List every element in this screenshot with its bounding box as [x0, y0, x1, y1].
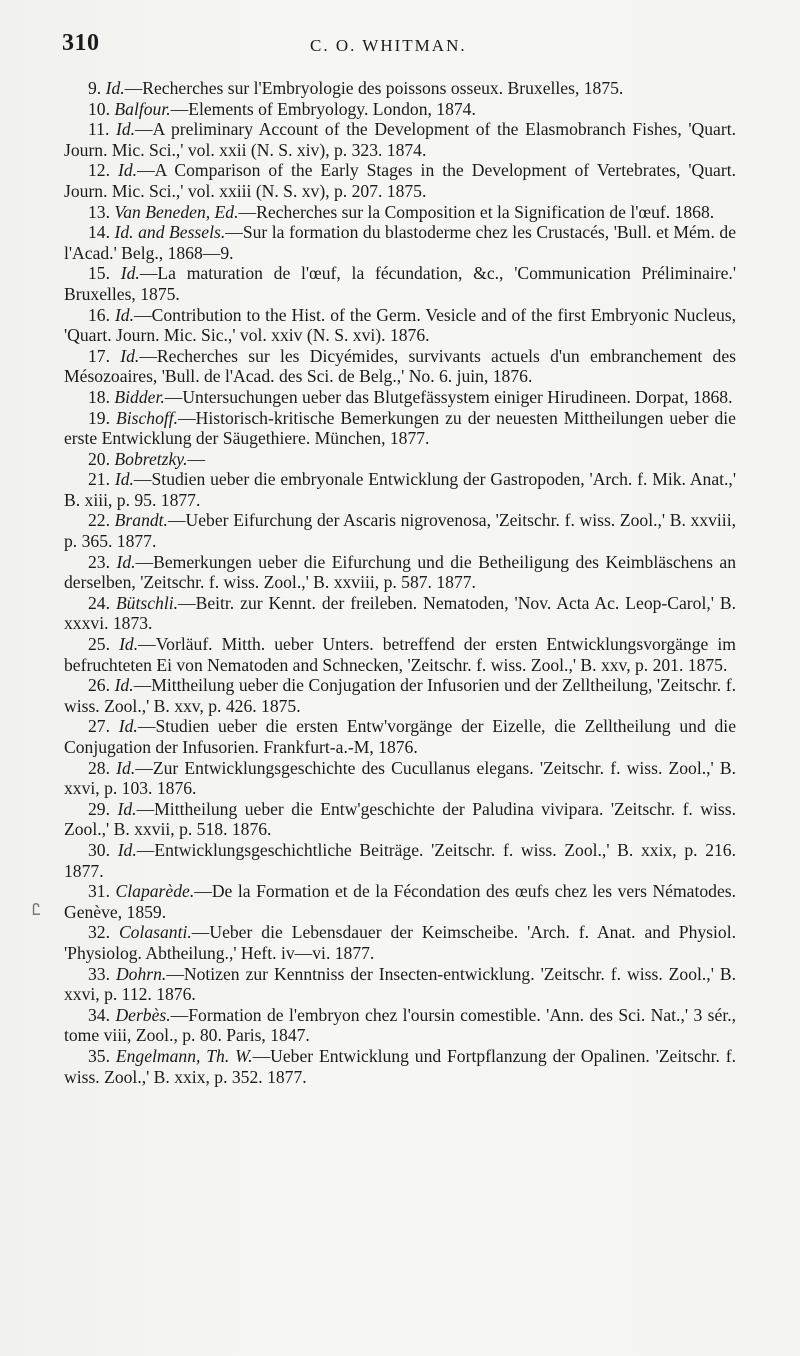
reference-entry [64, 1046, 736, 1087]
reference-number: 33. [88, 963, 110, 984]
reference-number: 9. [88, 78, 102, 98]
reference-number: 10. [88, 98, 110, 119]
reference-entry [64, 263, 736, 304]
reference-entry [64, 634, 736, 675]
reference-number: 26. [88, 675, 110, 696]
page-header [62, 30, 742, 62]
reference-author: Id. [105, 78, 125, 98]
reference-entry [64, 469, 736, 510]
reference-text: —Notizen zur Kenntniss der Insecten-entwicklung. 'Zeitschr. f. wiss. Zool.,' B. xxvi, p. 112. 1876. [64, 963, 736, 1005]
reference-author: Claparède. [115, 881, 195, 902]
reference-author: Id. [120, 345, 140, 366]
reference-author: Id. and Bessels. [114, 222, 226, 243]
reference-author: Id. [114, 469, 134, 490]
reference-number: 23. [88, 551, 110, 572]
reference-text: —Mittheilung ueber die Conjugation der Infusorien und der Zelltheilung, 'Zeitschr. f. wiss. Zool.,' B. xxv, p. 426. 1875. [64, 675, 736, 716]
reference-author: Dohrn. [115, 963, 167, 984]
reference-text: —Mittheilung ueber die Entw'geschichte der Paludina vivipara. 'Zeitschr. f. wiss. Zool.,' B. xxvii, p. 518. 1876. [64, 798, 736, 840]
reference-entry [64, 593, 736, 634]
running-head: C. O. WHITMAN. [310, 36, 467, 55]
page-number: 310 [62, 30, 100, 56]
reference-author: Id. [119, 634, 139, 655]
reference-entry [64, 305, 736, 346]
reference-number: 24. [88, 592, 110, 613]
reference-number: 20. [88, 448, 110, 469]
reference-number: 32. [88, 922, 110, 943]
reference-text: —Zur Entwicklungsgeschichte des Cucullanus elegans. 'Zeitschr. f. wiss. Zool.,' B. xxvi, p. 103. 1876. [64, 757, 736, 799]
reference-number: 31. [88, 881, 110, 902]
reference-text: —Sur la formation du blastoderme chez les Crustacés, 'Bull. et Mém. de l'Acad.' Belg., 1868—9. [64, 222, 736, 263]
reference-author: Id. [118, 160, 138, 181]
reference-number: 22. [88, 510, 110, 531]
reference-entry [64, 99, 736, 120]
reference-text: —Untersuchungen ueber das Blutgefässystem einiger Hirudineen. Dorpat, 1868. [164, 386, 733, 407]
reference-text: —Recherches sur l'Embryologie des poissons osseux. Bruxelles, 1875. [124, 78, 624, 98]
reference-number: 30. [88, 839, 110, 860]
reference-text: —Ueber die Lebensdauer der Keimscheibe. 'Arch. f. Anat. and Physiol. 'Physiolog. Abtheilung.,' Heft. iv—vi. 1877. [64, 922, 736, 963]
reference-author: Id. [117, 839, 137, 860]
reference-entry [64, 160, 736, 201]
reference-text: —Ueber Eifurchung der Ascaris nigrovenosa, 'Zeitschr. f. wiss. Zool.,' B. xxviii, p. 365. 1877. [64, 510, 736, 552]
reference-author: Derbès. [115, 1004, 171, 1025]
reference-author: Brandt. [114, 510, 168, 531]
reference-text: —Historisch-kritische Bemerkungen zu der neuesten Mittheilungen ueber die erste Entwicklung der Säugethiere. München, 1877. [64, 407, 736, 449]
reference-text: —De la Formation et de la Fécondation des œufs chez les vers Nématodes. Genève, 1859. [64, 881, 736, 922]
reference-author: Id. [115, 119, 136, 140]
reference-number: 14. [88, 222, 110, 243]
reference-entry [64, 202, 736, 223]
reference-text: —Contribution to the Hist. of the Germ. Vesicle and of the first Embryonic Nucleus, 'Quart. Journ. Mic. Sic.,' vol. xxiv (N. S. xvi). 1876. [64, 304, 736, 346]
reference-author: Id. [120, 263, 140, 284]
reference-text: —Beitr. zur Kennt. der freileben. Nematoden, 'Nov. Acta Ac. Leop-Carol,' B. xxxvi. 1873. [64, 592, 736, 634]
reference-author: Colasanti. [118, 922, 192, 943]
reference-number: 11. [88, 119, 110, 140]
reference-entry [64, 78, 736, 99]
reference-author: Bütschli. [115, 592, 178, 613]
reference-author: Id. [116, 551, 136, 572]
reference-number: 28. [88, 757, 110, 778]
reference-entry [64, 1005, 736, 1046]
reference-entry [64, 222, 736, 263]
reference-author: Id. [118, 716, 138, 737]
reference-number: 25. [88, 634, 110, 655]
reference-number: 18. [88, 386, 110, 407]
reference-author: Balfour. [114, 98, 171, 119]
reference-entry [64, 449, 736, 470]
reference-author: Engelmann, Th. W. [115, 1045, 253, 1066]
reference-author: Id. [114, 675, 134, 696]
reference-entry [64, 758, 736, 799]
reference-number: 34. [88, 1004, 110, 1025]
reference-entry [64, 675, 736, 716]
reference-entry [64, 799, 736, 840]
reference-author: Id. [117, 798, 137, 819]
reference-number: 12. [88, 160, 110, 181]
reference-entry [64, 408, 736, 449]
reference-author: Bidder. [114, 386, 165, 407]
reference-entry [64, 387, 736, 408]
reference-number: 13. [88, 201, 110, 222]
reference-author: Bischoff. [116, 407, 179, 428]
reference-text: —Studien ueber die ersten Entw'vorgänge der Eizelle, die Zelltheilung und die Conjugation der Infusorien. Frankfurt-a.-M, 1876. [64, 716, 737, 757]
reference-entry [64, 922, 736, 963]
reference-entry [64, 840, 736, 881]
reference-number: 21. [88, 469, 110, 490]
reference-number: 19. [88, 407, 110, 428]
reference-list [64, 78, 736, 1087]
reference-author: Van Beneden, Ed. [114, 201, 239, 222]
reference-number: 29. [88, 798, 110, 819]
reference-text: —Elements of Embryology. London, 1874. [170, 98, 476, 119]
reference-entry [64, 964, 736, 1005]
reference-entry [64, 716, 736, 757]
reference-author: Bobretzky. [114, 448, 188, 469]
reference-entry [64, 881, 736, 922]
reference-number: 27. [88, 716, 110, 737]
reference-text: — [187, 448, 206, 469]
reference-text: —Recherches sur la Composition et la Signification de l'œuf. 1868. [238, 201, 715, 222]
reference-number: 15. [88, 263, 110, 284]
reference-text: —Recherches sur les Dicyémides, survivants actuels d'un embranchement des Mésozoaires, 'Bull. de l'Acad. des Sci. de Belg.,' No. 6. juin, 1876. [64, 345, 736, 387]
reference-entry [64, 119, 736, 160]
reference-entry [64, 346, 736, 387]
reference-text: —Studien ueber die embryonale Entwicklung der Gastropoden, 'Arch. f. Mik. Anat.,' B. xiii, p. 95. 1877. [64, 469, 736, 510]
reference-number: 16. [88, 304, 110, 325]
margin-mark: Ꮭ [32, 900, 42, 919]
reference-text: —Bemerkungen ueber die Eifurchung und die Betheiligung des Keimbläschens an derselben, 'Zeitschr. f. wiss. Zool.,' B. xxviii, p. 587. 1877. [64, 551, 736, 593]
reference-text: —Ueber Entwicklung und Fortpflanzung der Opalinen. 'Zeitschr. f. wiss. Zool.,' B. xxix, p. 352. 1877. [64, 1045, 737, 1087]
reference-number: 35. [88, 1045, 110, 1066]
reference-text: —La maturation de l'œuf, la fécundation, &c., 'Communication Préliminaire.' Bruxelles, 1875. [64, 263, 737, 304]
reference-number: 17. [88, 345, 110, 366]
reference-entry [64, 552, 736, 593]
reference-text: —A Comparison of the Early Stages in the Development of Vertebrates, 'Quart. Journ. Mic. Sci.,' vol. xxiii (N. S. xv), p. 207. 1875. [64, 160, 736, 201]
reference-author: Id. [114, 304, 135, 325]
reference-author: Id. [116, 757, 136, 778]
reference-text: —Formation de l'embryon chez l'oursin comestible. 'Ann. des Sci. Nat.,' 3 sér., tome viii, Zool., p. 80. Paris, 1847. [64, 1004, 737, 1046]
reference-entry [64, 510, 736, 551]
reference-text: —Vorläuf. Mitth. ueber Unters. betreffend der ersten Entwicklungsvorgänge im befruchteten Ei von Nematoden and Schnecken, 'Zeitschr. f. wiss. Zool.,' B. xxv, p. 201. 1875. [64, 634, 736, 675]
reference-text: —A preliminary Account of the Development of the Elasmobranch Fishes, 'Quart. Journ. Mic. Sci.,' vol. xxii (N. S. xiv), p. 323. 1874. [64, 119, 736, 160]
reference-text: —Entwicklungsgeschichtliche Beiträge. 'Zeitschr. f. wiss. Zool.,' B. xxix, p. 216. 1877. [64, 839, 736, 881]
